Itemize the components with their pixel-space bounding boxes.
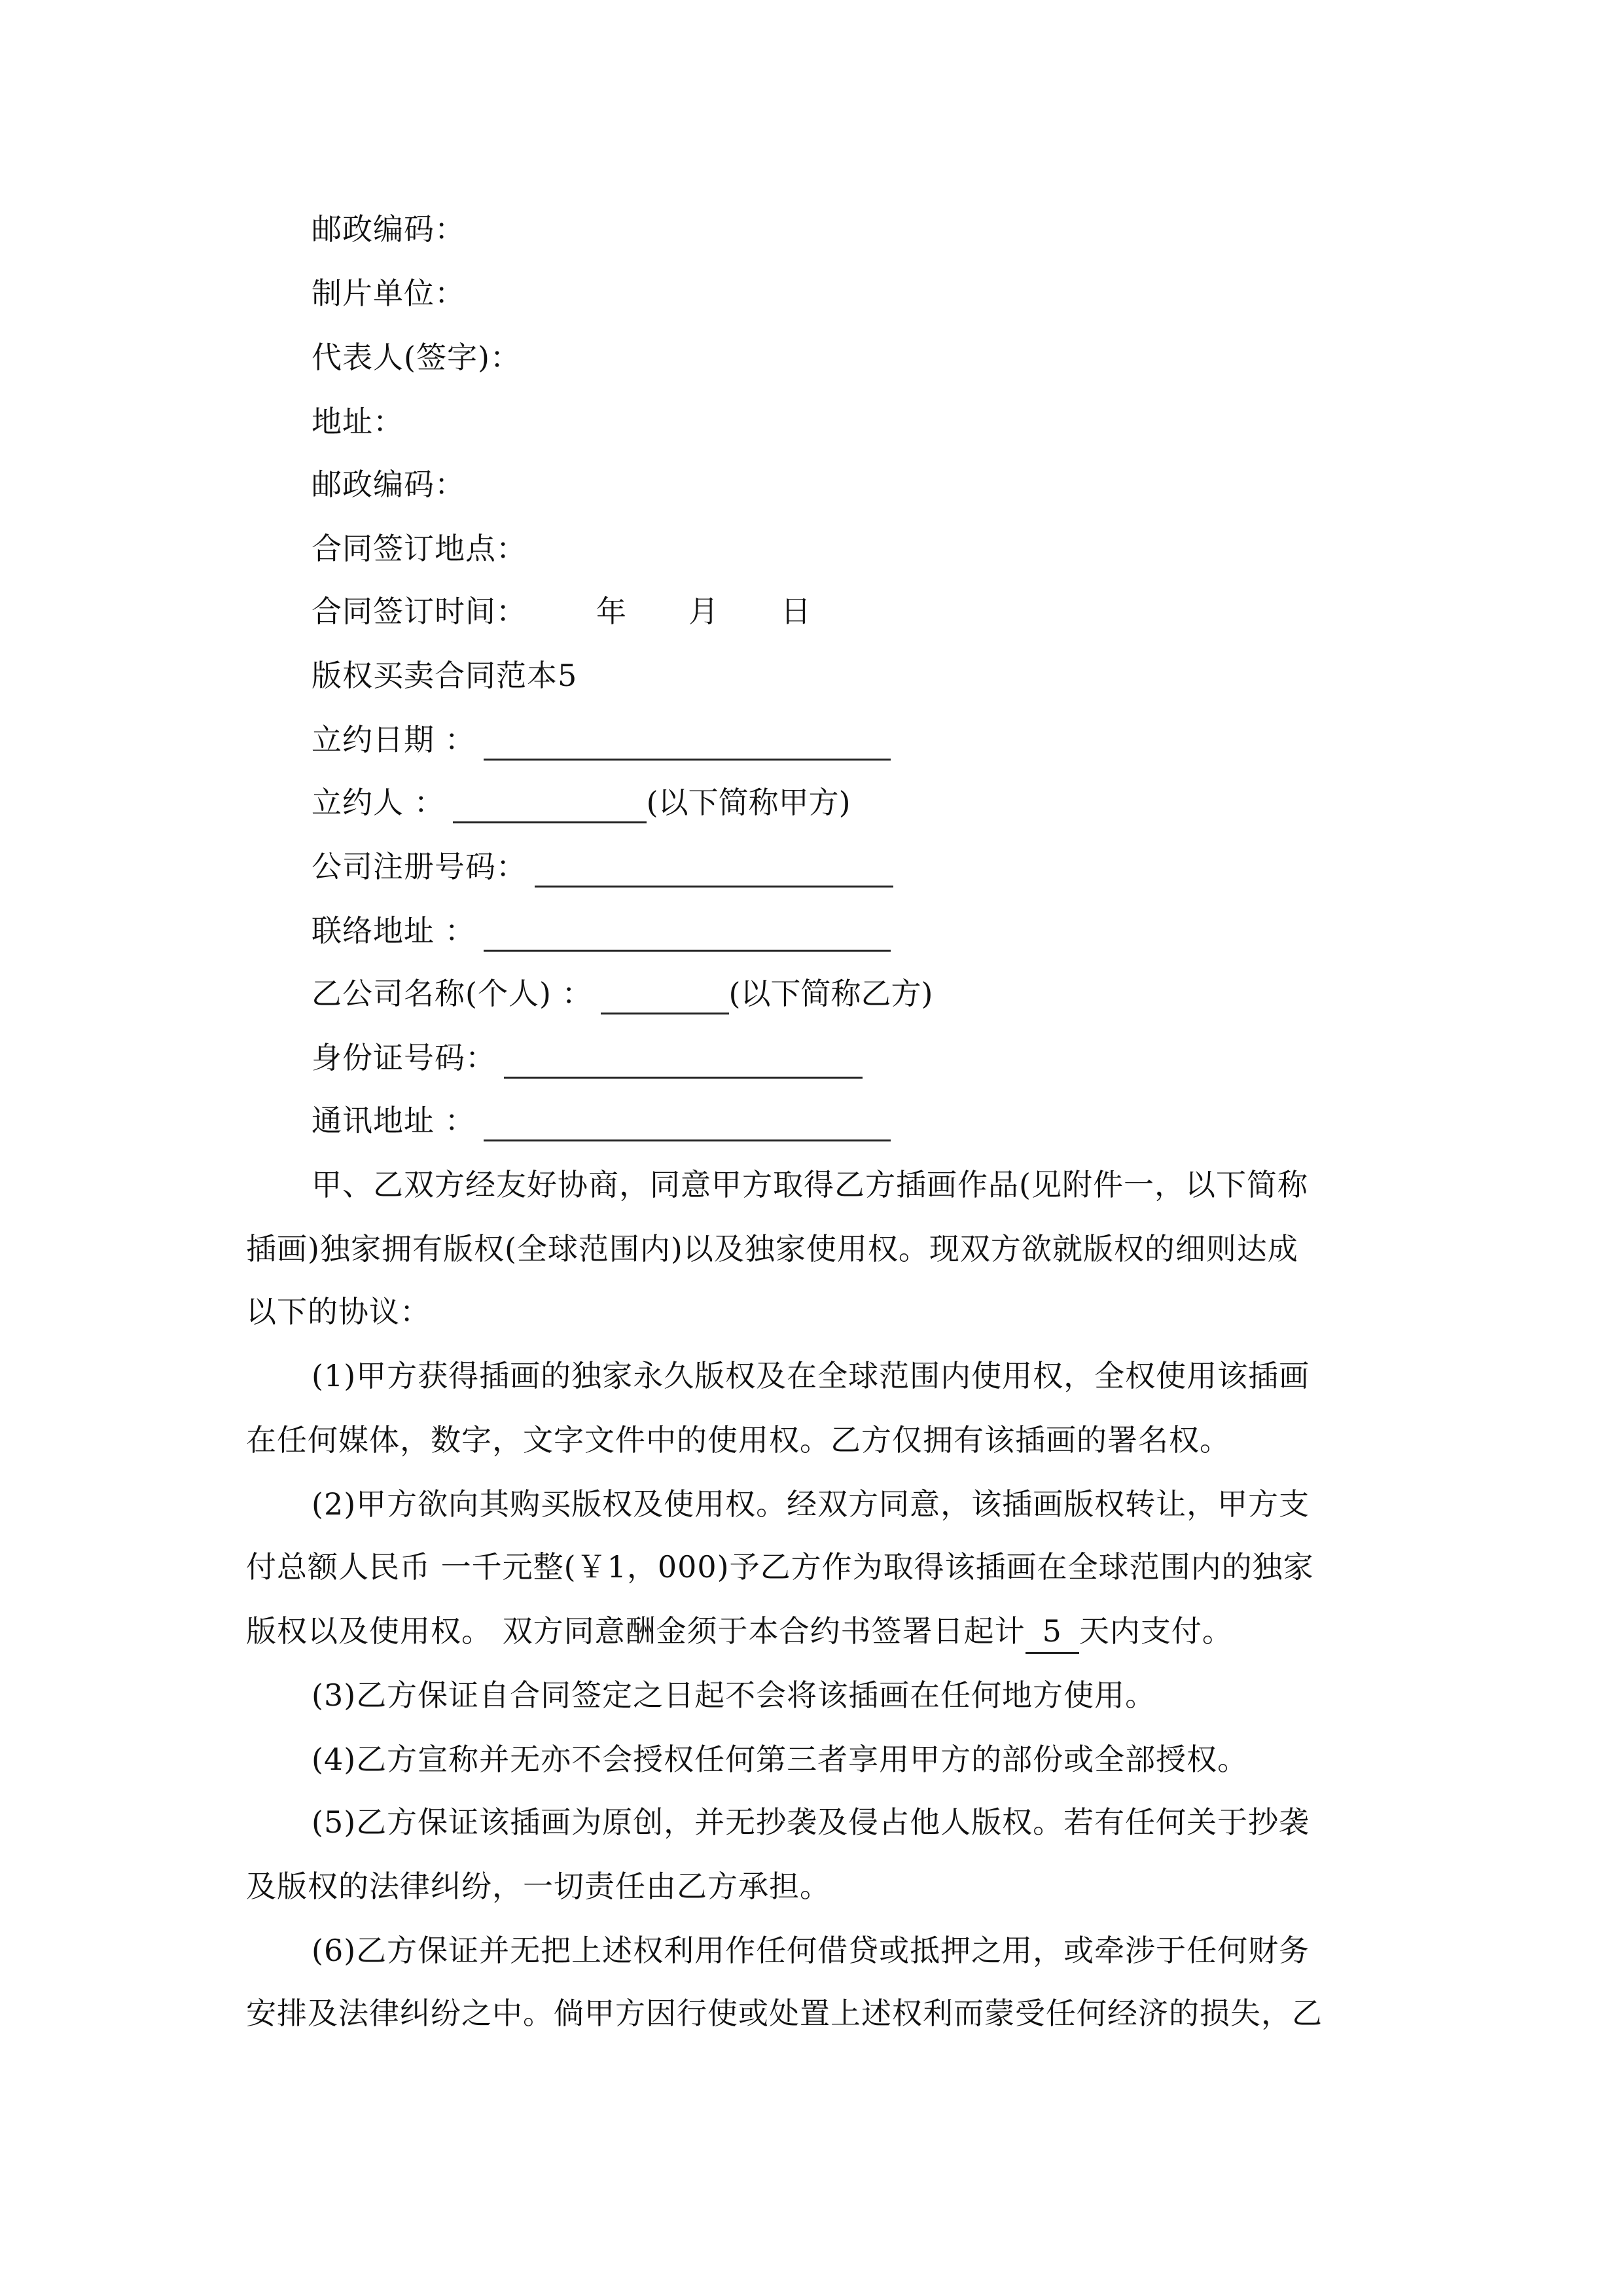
representative-label: 代表人(签字)： — [312, 340, 521, 375]
clause-6-line-1: (6)乙方保证并无把上述权利用作任何借贷或抵押之用，或牵涉于任何财务 — [312, 1933, 1310, 1968]
intro-line-1: 甲、乙双方经友好协商，同意甲方取得乙方插画作品(见附件一，以下简称 — [312, 1167, 1308, 1202]
intro-line-2: 插画)独家拥有版权(全球范围内)以及独家使用权。现双方欲就版权的细则达成 — [246, 1231, 1298, 1266]
id-number-blank[interactable] — [504, 1044, 863, 1079]
party-a-row — [312, 781, 851, 823]
clause-2-line-1: (2)甲方欲向其购买版权及使用权。经双方同意，该插画版权转让，甲方支 — [312, 1486, 1310, 1522]
clause-5-line-1: (5)乙方保证该插画为原创，并无抄袭及侵占他人版权。若有任何关于抄袭 — [312, 1804, 1310, 1840]
company-reg-row — [312, 846, 893, 888]
id-number-row — [312, 1037, 863, 1079]
contact-address-blank[interactable] — [484, 917, 891, 952]
mail-address-label: 通讯地址 ： — [312, 1103, 476, 1138]
party-a-blank[interactable] — [453, 789, 647, 823]
production-unit-label: 制片单位： — [312, 276, 465, 311]
contact-address-row — [312, 910, 891, 952]
month-label: 月 — [688, 594, 719, 629]
clause-4: (4)乙方宣称并无亦不会授权任何第三者享用甲方的部份或全部授权。 — [312, 1742, 1249, 1777]
clause-3: (3)乙方保证自合同签定之日起不会将该插画在任何地方使用。 — [312, 1677, 1156, 1713]
postal-code-label-2: 邮政编码： — [312, 467, 465, 502]
contract-date-blank[interactable] — [484, 726, 891, 761]
signing-place-label: 合同签订地点： — [312, 531, 527, 566]
postal-code-label-1: 邮政编码： — [312, 211, 465, 247]
clause-6-line-2: 安排及法律纠纷之中。倘甲方因行使或处置上述权利而蒙受任何经济的损失，乙 — [246, 1996, 1323, 2031]
intro-line-3: 以下的协议： — [246, 1294, 431, 1329]
mail-address-row — [312, 1100, 891, 1141]
clause-2-line-3-text: 版权以及使用权。 双方同意酬金须于本合约书签署日起计 — [246, 1613, 1026, 1649]
party-b-blank[interactable] — [601, 980, 729, 1014]
signing-time-label: 合同签订时间： — [312, 594, 527, 629]
clause-2-line-3 — [246, 1610, 1233, 1654]
id-number-label: 身份证号码： — [312, 1040, 496, 1075]
signing-time-row — [312, 590, 812, 632]
party-b-suffix: (以下简称乙方) — [728, 976, 933, 1011]
party-a-suffix: (以下简称甲方) — [646, 785, 851, 820]
contact-address-label: 联络地址 ： — [312, 913, 476, 948]
clause-1-line-1: (1)甲方获得插画的独家永久版权及在全球范围内使用权，全权使用该插画 — [312, 1358, 1310, 1393]
address-label: 地址： — [312, 404, 404, 439]
party-b-row — [312, 973, 933, 1014]
clause-2-line-2: 付总额人民币 一千元整(￥1，000)予乙方作为取得该插画在全球范围内的独家 — [246, 1549, 1314, 1585]
clause-1-line-2: 在任何媒体，数字，文字文件中的使用权。乙方仅拥有该插画的署名权。 — [246, 1422, 1230, 1458]
company-reg-label: 公司注册号码： — [312, 849, 527, 884]
company-reg-blank[interactable] — [535, 853, 893, 888]
contract-date-label: 立约日期 ： — [312, 722, 476, 757]
clause-5-line-2: 及版权的法律纠纷，一切责任由乙方承担。 — [246, 1869, 830, 1904]
mail-address-blank[interactable] — [484, 1107, 891, 1141]
payment-days-value: 5 — [1026, 1610, 1079, 1654]
year-label: 年 — [596, 594, 627, 629]
clause-2-line-3-end: 天内支付。 — [1079, 1613, 1233, 1649]
party-b-label: 乙公司名称(个人) ： — [312, 976, 593, 1011]
section-heading: 版权买卖合同范本5 — [312, 658, 578, 693]
day-label: 日 — [781, 594, 812, 629]
party-a-label: 立约人 ： — [312, 785, 445, 820]
contract-date-row — [312, 719, 891, 761]
